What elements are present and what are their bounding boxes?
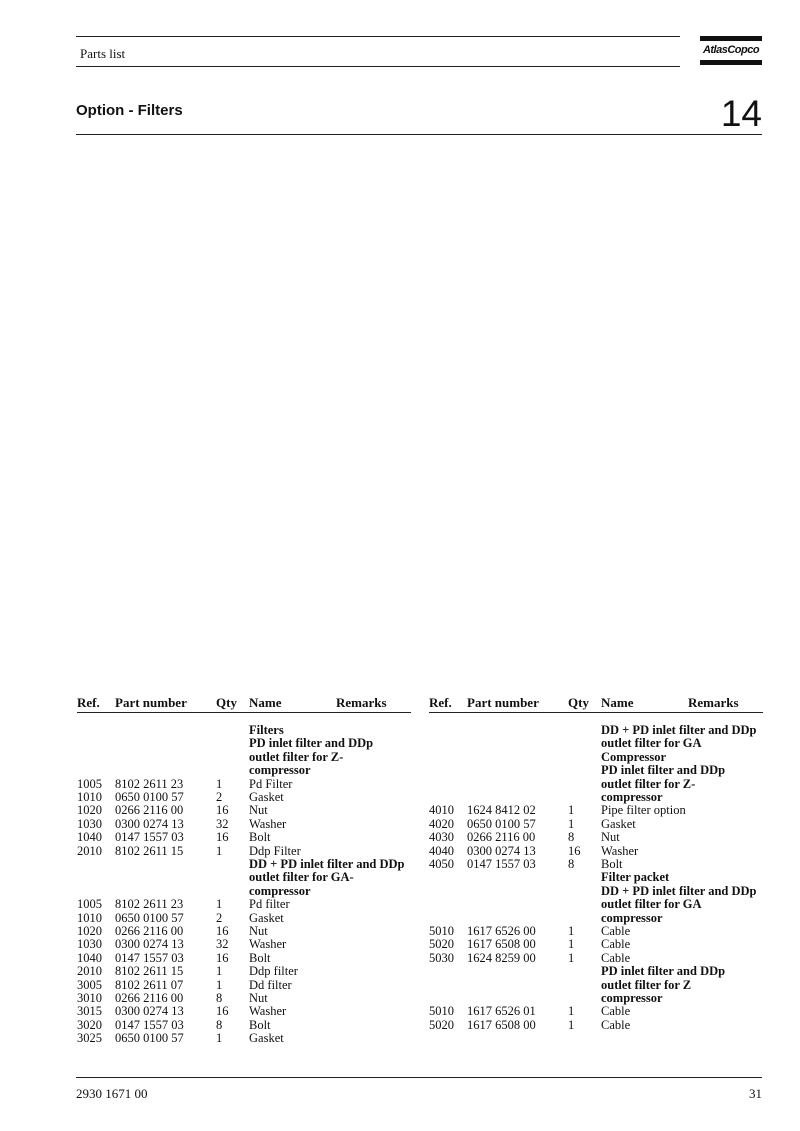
header-rule-top [76,36,680,37]
name-cell: Cable [601,950,631,965]
table-header-rule-right [429,712,763,713]
qty-cell: 16 [216,803,229,818]
name-cell: DD + PD inlet filter and DDp [249,857,405,871]
column-header-name: Name [601,695,634,710]
name-cell: outlet filter for GA [601,736,702,751]
section-number: 14 [720,93,762,134]
part-number-cell: 0266 2116 00 [115,924,184,938]
document-number: 2930 1671 00 [76,1086,148,1101]
name-cell: outlet filter for GA- [249,870,354,885]
part-number-cell: 0266 2116 00 [115,991,184,1005]
ref-cell: 3010 [77,991,102,1005]
column-header-qty: Qty [568,695,589,710]
name-cell: Filter packet [601,870,670,885]
ref-cell: 3025 [77,1031,102,1046]
ref-cell: 5020 [429,1017,454,1032]
part-number-cell: 0300 0274 13 [115,937,184,952]
name-cell: Gasket [249,910,284,925]
name-cell: Bolt [249,830,271,845]
name-cell: Nut [601,830,620,845]
qty-cell: 1 [568,803,575,818]
column-header-qty: Qty [216,695,237,710]
ref-cell: 1010 [77,790,102,804]
ref-cell: 3005 [77,977,102,992]
part-number-cell: 0266 2116 00 [115,803,184,818]
atlas-copco-logo [700,36,762,66]
part-number-cell: 0266 2116 00 [467,830,536,845]
ref-cell: 1030 [77,816,102,831]
name-cell: compressor [249,763,311,778]
qty-cell: 1 [216,1031,223,1046]
name-cell: compressor [601,991,663,1005]
column-header-name: Name [249,695,282,710]
name-cell: Pipe filter option [601,803,686,818]
part-number-cell: 0650 0100 57 [467,816,536,831]
logo-bar-bottom [700,60,762,65]
qty-cell: 1 [216,977,223,992]
ref-cell: 1005 [77,897,102,912]
logo-text: AtlasCopco [702,44,760,56]
qty-cell: 16 [216,830,229,845]
name-cell: DD + PD inlet filter and DDp [601,883,757,898]
qty-cell: 32 [216,816,229,831]
ref-cell: 1010 [77,910,102,925]
name-cell: compressor [601,790,663,804]
part-number-cell: 1624 8259 00 [467,950,536,965]
qty-cell: 16 [216,924,229,938]
qty-cell: 8 [568,857,575,871]
ref-cell: 4020 [429,816,454,831]
ref-cell: 3020 [77,1017,102,1032]
name-cell: Washer [249,816,287,831]
part-number-cell: 8102 2611 07 [115,977,184,992]
name-cell: Nut [249,924,268,938]
ref-cell: 1005 [77,776,102,791]
column-header-ref: Ref. [77,695,100,710]
part-number-cell: 0147 1557 03 [115,830,184,845]
qty-cell: 2 [216,910,223,925]
name-cell: Cable [601,924,631,938]
part-number-cell: 8102 2611 15 [115,843,184,858]
ref-cell: 1040 [77,830,102,845]
name-cell: compressor [249,883,311,898]
part-number-cell: 8102 2611 23 [115,897,184,912]
qty-cell: 1 [216,843,223,858]
name-cell: Gasket [249,1031,284,1046]
part-number-cell: 1617 6526 01 [467,1004,536,1019]
ref-cell: 2010 [77,964,102,979]
part-number-cell: 1617 6508 00 [467,937,536,952]
name-cell: Compressor [601,749,667,764]
part-number-cell: 0300 0274 13 [467,843,536,858]
part-number-cell: 1617 6526 00 [467,924,536,938]
part-number-cell: 0147 1557 03 [115,950,184,965]
ref-cell: 1020 [77,803,102,818]
name-cell: Bolt [249,950,271,965]
name-cell: Pd filter [249,897,290,912]
part-number-cell: 0147 1557 03 [115,1017,184,1032]
qty-cell: 16 [216,950,229,965]
qty-cell: 1 [568,950,575,965]
ref-cell: 1020 [77,924,102,938]
part-number-cell: 0650 0100 57 [115,910,184,925]
qty-cell: 1 [568,924,575,938]
qty-cell: 1 [568,937,575,952]
part-number-cell: 1624 8412 02 [467,803,536,818]
footer-rule [76,1077,762,1078]
qty-cell: 2 [216,790,223,804]
qty-cell: 16 [216,1004,229,1019]
header-title: Parts list [80,46,126,61]
name-cell: Gasket [249,790,284,804]
section-rule [76,134,762,135]
name-cell: Pd Filter [249,776,293,791]
name-cell: Filters [249,723,284,737]
name-cell: PD inlet filter and DDp [249,736,374,751]
logo-bar-top [700,36,762,41]
name-cell: Bolt [249,1017,271,1032]
qty-cell: 1 [568,1017,575,1032]
ref-cell: 4040 [429,843,454,858]
part-number-cell: 0147 1557 03 [467,857,536,871]
ref-cell: 5010 [429,924,454,938]
part-number-cell: 0650 0100 57 [115,790,184,804]
part-number-cell: 0300 0274 13 [115,1004,184,1019]
name-cell: PD inlet filter and DDp [601,763,726,778]
ref-cell: 4030 [429,830,454,845]
name-cell: Nut [249,803,268,818]
ref-cell: 5010 [429,1004,454,1019]
name-cell: Gasket [601,816,636,831]
column-header-remarks: Remarks [336,695,387,710]
part-number-cell: 0650 0100 57 [115,1031,184,1046]
name-cell: Bolt [601,857,623,871]
name-cell: outlet filter for GA [601,897,702,912]
name-cell: Nut [249,991,268,1005]
ref-cell: 1040 [77,950,102,965]
name-cell: Washer [249,1004,287,1019]
part-number-cell: 8102 2611 23 [115,776,184,791]
qty-cell: 8 [216,1017,223,1032]
ref-cell: 5030 [429,950,454,965]
qty-cell: 32 [216,937,229,952]
name-cell: Cable [601,1017,631,1032]
qty-cell: 8 [216,991,223,1005]
name-cell: PD inlet filter and DDp [601,964,726,979]
ref-cell: 3015 [77,1004,102,1019]
part-number-cell: 0300 0274 13 [115,816,184,831]
name-cell: compressor [601,910,663,925]
qty-cell: 1 [216,964,223,979]
name-cell: DD + PD inlet filter and DDp [601,723,757,737]
qty-cell: 16 [568,843,581,858]
name-cell: Cable [601,1004,631,1019]
qty-cell: 8 [568,830,575,845]
section-title: Option - Filters [76,102,183,119]
column-header-part-number: Part number [467,695,539,710]
ref-cell: 1030 [77,937,102,952]
column-header-part-number: Part number [115,695,187,710]
qty-cell: 1 [568,1004,575,1019]
qty-cell: 1 [568,816,575,831]
name-cell: Ddp Filter [249,843,301,858]
name-cell: outlet filter for Z- [249,749,344,764]
qty-cell: 1 [216,776,223,791]
column-header-ref: Ref. [429,695,452,710]
ref-cell: 5020 [429,937,454,952]
name-cell: Dd filter [249,977,292,992]
ref-cell: 4050 [429,857,454,871]
name-cell: Ddp filter [249,964,298,979]
qty-cell: 1 [216,897,223,912]
name-cell: Washer [249,937,287,952]
ref-cell: 2010 [77,843,102,858]
page-number: 31 [749,1086,762,1101]
name-cell: outlet filter for Z- [601,776,696,791]
name-cell: Washer [601,843,639,858]
table-header-rule-left [77,712,411,713]
name-cell: Cable [601,937,631,952]
ref-cell: 4010 [429,803,454,818]
name-cell: outlet filter for Z [601,977,692,992]
part-number-cell: 1617 6508 00 [467,1017,536,1032]
header-rule-bottom [76,66,680,67]
column-header-remarks: Remarks [688,695,739,710]
part-number-cell: 8102 2611 15 [115,964,184,979]
